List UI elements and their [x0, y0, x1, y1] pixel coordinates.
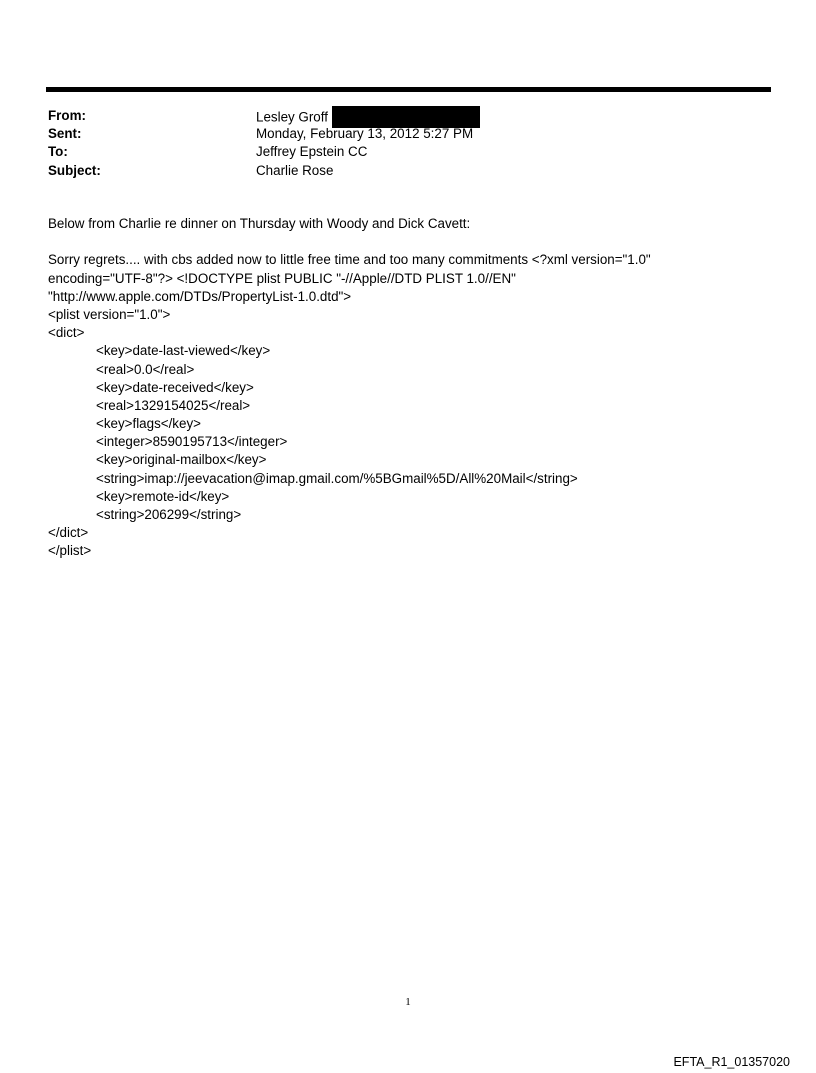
dict-close: </dict> [48, 525, 89, 541]
header-divider [46, 87, 771, 92]
subject-label: Subject: [48, 162, 101, 178]
body-line: <plist version="1.0"> [48, 306, 171, 322]
subject-value: Charlie Rose [256, 162, 334, 178]
email-body [48, 215, 748, 561]
sent-row [48, 125, 748, 143]
dict-line: <key>remote-id</key> [96, 488, 230, 504]
dict-line: <real>0.0</real> [96, 361, 195, 377]
to-row [48, 143, 748, 161]
sent-label: Sent: [48, 126, 82, 142]
sent-value: Monday, February 13, 2012 5:27 PM [256, 126, 474, 142]
dict-line: <string>206299</string> [96, 507, 242, 522]
body-line: "http://www.apple.com/DTDs/PropertyList-1.0.dtd"> [48, 288, 352, 304]
to-label: To: [48, 144, 68, 160]
subject-row [48, 162, 748, 180]
body-intro: Below from Charlie re dinner on Thursday with Woody and Dick Cavett: [48, 216, 471, 231]
email-header [48, 107, 748, 180]
body-line: <dict> [48, 325, 85, 341]
dict-line: <key>date-received</key> [96, 379, 254, 395]
bates-number: EFTA_R1_01357020 [673, 1055, 790, 1069]
dict-line: <key>flags</key> [96, 416, 201, 432]
from-name: Lesley Groff [256, 109, 328, 125]
plist-close: </plist> [48, 543, 92, 559]
dict-line: <key>date-last-viewed</key> [96, 343, 271, 359]
dict-line: <integer>8590195713</integer> [96, 434, 288, 450]
to-value: Jeffrey Epstein CC [256, 144, 368, 160]
from-label: From: [48, 108, 86, 123]
page-number: 1 [405, 996, 411, 1008]
body-line: encoding="UTF-8"?> <!DOCTYPE plist PUBLIC "-//Apple//DTD PLIST 1.0//EN" [48, 270, 516, 286]
body-line: Sorry regrets.... with cbs added now to little free time and too many commitments <?xml version="1.0" [48, 252, 651, 268]
from-row [48, 107, 748, 125]
dict-line: <string>imap://jeevacation@imap.gmail.com/%5BGmail%5D/All%20Mail</string> [96, 470, 578, 486]
dict-line: <real>1329154025</real> [96, 397, 251, 413]
dict-line: <key>original-mailbox</key> [96, 452, 267, 468]
